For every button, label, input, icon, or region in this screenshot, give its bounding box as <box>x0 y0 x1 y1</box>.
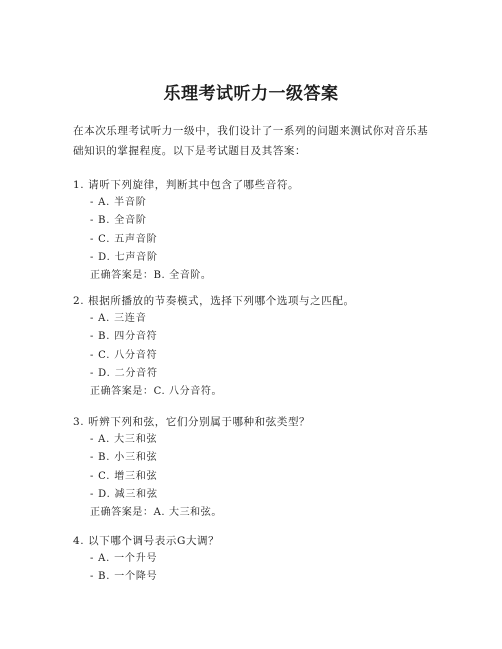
page-title: 乐理考试听力一级答案 <box>163 84 339 104</box>
option-a: - A. 三连音 <box>90 313 147 324</box>
answer: 正确答案是：B. 全音阶。 <box>90 270 212 282</box>
option-c: - C. 五声音阶 <box>90 233 158 245</box>
question-2 <box>73 292 433 401</box>
question-text: 4. 以下哪个调号表示G大调？ <box>73 535 220 547</box>
option-c: - C. 增三和弦 <box>90 470 158 482</box>
option-b: - B. 小三和弦 <box>90 452 158 464</box>
option-d: - D. 减三和弦 <box>90 488 158 500</box>
question-text: 1. 请听下列旋律，判断其中包含了哪些音符。 <box>73 179 300 191</box>
question-1 <box>73 176 433 285</box>
question-3 <box>73 413 433 522</box>
option-c: - C. 八分音符 <box>90 349 158 361</box>
question-text: 2. 根据所播放的节奏模式，选择下列哪个选项与之匹配。 <box>73 295 355 307</box>
question-4 <box>73 532 433 587</box>
option-d: - D. 二分音符 <box>90 367 158 379</box>
option-a: - A. 大三和弦 <box>90 434 158 445</box>
question-text: 3. 听辨下列和弦，它们分别属于哪种和弦类型？ <box>73 416 311 428</box>
option-a: - A. 半音阶 <box>90 197 147 208</box>
option-b: - B. 一个降号 <box>90 571 158 583</box>
option-b: - B. 全音阶 <box>90 215 147 227</box>
option-a: - A. 一个升号 <box>90 553 158 564</box>
option-d: - D. 七声音阶 <box>90 251 158 263</box>
answer: 正确答案是：C. 八分音符。 <box>90 386 223 398</box>
intro-paragraph: 在本次乐理考试听力一级中，我们设计了一系列的问题来测试你对音乐基础知识的掌握程度。以下是考试题目及其答案： <box>73 125 429 157</box>
answer: 正确答案是：A. 大三和弦。 <box>90 507 222 519</box>
option-b: - B. 四分音符 <box>90 331 158 343</box>
